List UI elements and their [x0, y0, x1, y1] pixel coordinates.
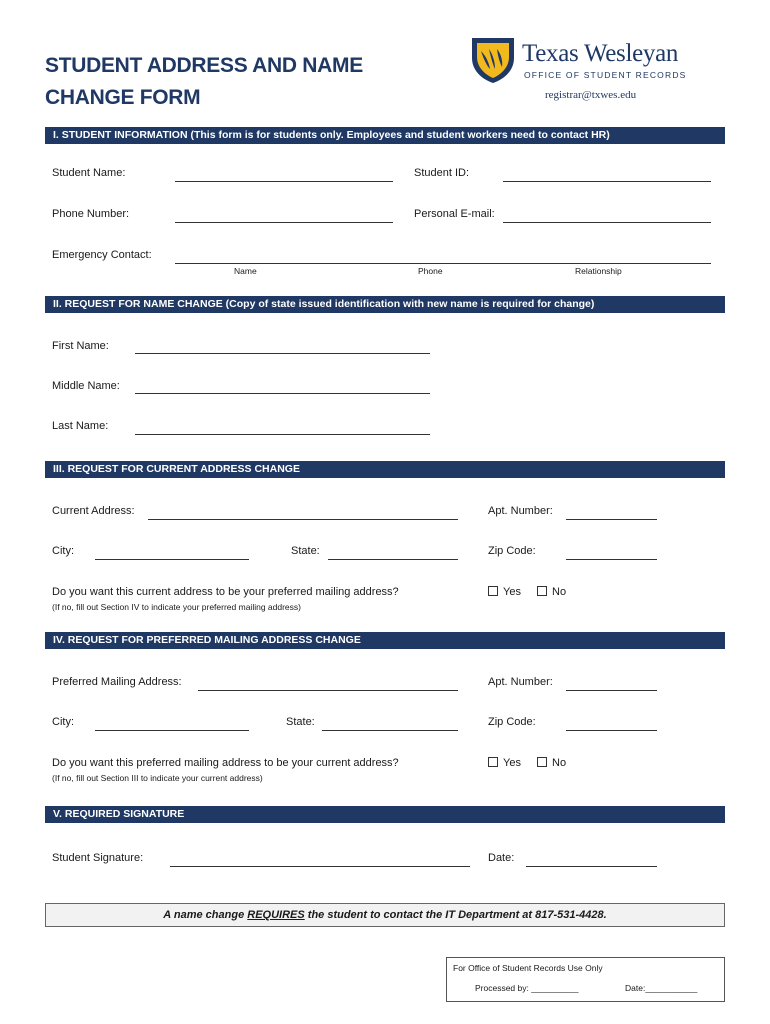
notice-text-end: the student to contact the IT Department at 817-531-4428.: [304, 909, 607, 921]
preferred-address-field[interactable]: [198, 690, 458, 691]
notice-text-start: A name change: [163, 909, 248, 921]
emergency-phone-caption: Phone: [418, 266, 443, 276]
page-title: [45, 50, 425, 114]
phone-field[interactable]: [175, 222, 393, 223]
first-name-label: First Name:: [52, 340, 109, 352]
preferred-current-note: (If no, fill out Section III to indicate your current address): [52, 773, 263, 783]
preferred-state-label: State:: [286, 716, 315, 728]
section-3-heading: III. REQUEST FOR CURRENT ADDRESS CHANGE: [45, 461, 725, 478]
last-name-field[interactable]: [135, 434, 430, 435]
current-yes-checkbox[interactable]: [488, 586, 521, 598]
preferred-zip-field[interactable]: [566, 730, 657, 731]
section-5-heading: V. REQUIRED SIGNATURE: [45, 806, 725, 823]
current-address-field[interactable]: [148, 519, 458, 520]
last-name-label: Last Name:: [52, 420, 109, 432]
current-city-field[interactable]: [95, 559, 249, 560]
student-name-label: Student Name:: [52, 167, 126, 179]
student-id-field[interactable]: [503, 181, 711, 182]
no-label: No: [552, 757, 567, 769]
middle-name-field[interactable]: [135, 393, 430, 394]
current-preferred-question: Do you want this current address to be your preferred mailing address?: [52, 586, 399, 598]
current-preferred-note: (If no, fill out Section IV to indicate your preferred mailing address): [52, 602, 301, 612]
checkbox-square-icon: [537, 757, 547, 767]
preferred-state-field[interactable]: [322, 730, 458, 731]
current-state-label: State:: [291, 545, 320, 557]
current-state-field[interactable]: [328, 559, 458, 560]
title-line-1: STUDENT ADDRESS AND NAME: [45, 54, 363, 77]
signature-label: Student Signature:: [52, 852, 144, 864]
checkbox-square-icon: [488, 586, 498, 596]
section-4-heading: IV. REQUEST FOR PREFERRED MAILING ADDRESS CHANGE: [45, 632, 725, 649]
first-name-field[interactable]: [135, 353, 430, 354]
preferred-city-field[interactable]: [95, 730, 249, 731]
section-2-heading: II. REQUEST FOR NAME CHANGE (Copy of state issued identification with new name is required for change): [45, 296, 725, 313]
checkbox-square-icon: [537, 586, 547, 596]
contact-email: registrar@txwes.edu: [545, 89, 637, 101]
logo-subtitle: OFFICE OF STUDENT RECORDS: [524, 70, 687, 80]
preferred-apt-label: Apt. Number:: [488, 676, 553, 688]
middle-name-label: Middle Name:: [52, 380, 120, 392]
current-address-label: Current Address:: [52, 505, 135, 517]
preferred-city-label: City:: [52, 716, 74, 728]
section-1-heading: I. STUDENT INFORMATION (This form is for students only. Employees and student workers need to contact HR): [45, 127, 725, 144]
preferred-no-checkbox[interactable]: [537, 757, 566, 769]
it-department-notice: [45, 903, 725, 927]
current-no-checkbox[interactable]: [537, 586, 566, 598]
yes-label: Yes: [503, 586, 521, 598]
current-zip-field[interactable]: [566, 559, 657, 560]
yes-label: Yes: [503, 757, 521, 769]
office-date-field[interactable]: Date:___________: [625, 983, 698, 993]
preferred-zip-label: Zip Code:: [488, 716, 536, 728]
processed-by-field[interactable]: Processed by: __________: [475, 983, 579, 993]
preferred-current-question: Do you want this preferred mailing address to be your current address?: [52, 757, 399, 769]
current-apt-field[interactable]: [566, 519, 657, 520]
student-id-label: Student ID:: [414, 167, 470, 179]
office-use-box: [446, 957, 725, 1002]
shield-logo-icon: [470, 36, 516, 84]
personal-email-label: Personal E-mail:: [414, 208, 495, 220]
notice-emphasis: REQUIRES: [247, 909, 305, 921]
current-city-label: City:: [52, 545, 74, 557]
emergency-name-caption: Name: [234, 266, 257, 276]
no-label: No: [552, 586, 567, 598]
preferred-apt-field[interactable]: [566, 690, 657, 691]
emergency-relationship-caption: Relationship: [575, 266, 622, 276]
current-zip-label: Zip Code:: [488, 545, 536, 557]
office-use-title: For Office of Student Records Use Only: [453, 963, 603, 973]
emergency-contact-label: Emergency Contact:: [52, 249, 152, 261]
personal-email-field[interactable]: [503, 222, 711, 223]
signature-field[interactable]: [170, 866, 470, 867]
student-name-field[interactable]: [175, 181, 393, 182]
title-line-2: CHANGE FORM: [45, 86, 201, 109]
logo-wordmark: Texas Wesleyan: [522, 40, 679, 67]
phone-label: Phone Number:: [52, 208, 130, 220]
preferred-address-label: Preferred Mailing Address:: [52, 676, 182, 688]
emergency-contact-field[interactable]: [175, 263, 711, 264]
signature-date-label: Date:: [488, 852, 515, 864]
checkbox-square-icon: [488, 757, 498, 767]
preferred-yes-checkbox[interactable]: [488, 757, 521, 769]
current-apt-label: Apt. Number:: [488, 505, 553, 517]
signature-date-field[interactable]: [526, 866, 657, 867]
